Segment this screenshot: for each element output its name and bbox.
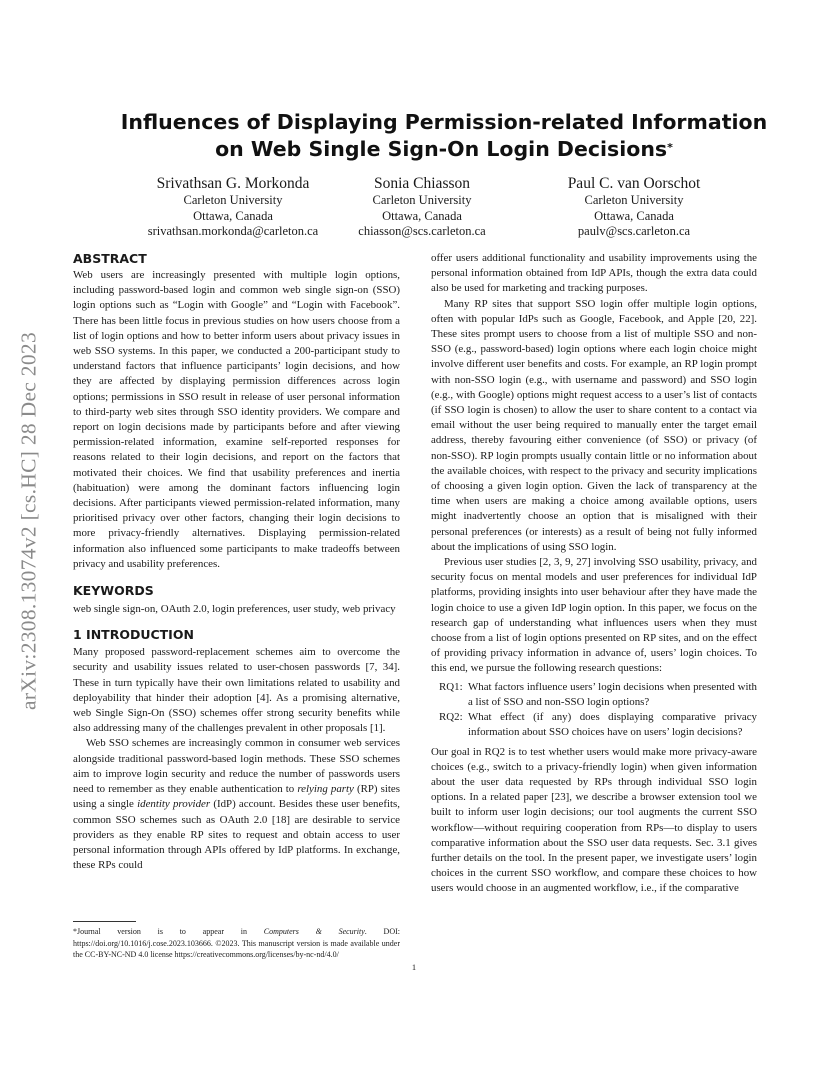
footnote-journal-name: Computers & Security: [263, 927, 365, 936]
footnote-rule: [73, 921, 136, 922]
right-paragraph-2: Previous user studies [2, 3, 9, 27] involving SSO usability, privacy, and security focus on mental models and user preferences for individual IdP platforms, providing insights into user behaviour after they have made the login choice to use a given IdP login option. In this paper, we focus on the research gap of understanding what influences users when they must choose from a list of login options presented on RP sites, and on the effect of providing privacy information in advance of, users’ login choices. To this end, we pursue the following research questions:: [431, 556, 757, 675]
rq2-label: RQ2:: [439, 711, 463, 724]
identity-provider-term: identity provider: [137, 798, 211, 811]
research-question-1: [431, 680, 757, 710]
author-email: paulv@scs.carleton.ca: [577, 224, 691, 238]
intro-p2-part-a: Web SSO schemes are increasingly common in consumer web services alongside traditional password-based login methods. These SSO schemes aim to improve login security and reduce the number of passwords users need to remember as they enable authentication to: [73, 737, 400, 796]
intro-p2-part-b: (RP) sites using a single: [73, 783, 401, 811]
intro-p2-part-c: (IdP) account. Besides these user benefits, common SSO schemes such as OAuth 2.0 [18] are desirable to service providers as they enable RP sites to request and obtain access to user personal information through APIs offered by IdP platforms. In exchange, these RPs could: [73, 798, 400, 872]
author-location: Ottawa, Canada: [382, 208, 462, 223]
author-name: Paul C. van Oorschot: [567, 175, 701, 192]
arxiv-identifier: [14, 286, 44, 756]
author-location: Ottawa, Canada: [193, 208, 273, 223]
research-question-2: [431, 710, 757, 740]
arxiv-identifier-text: arXiv:2308.13074v2 [cs.HC] 28 Dec 2023: [16, 331, 41, 711]
title-line-2-text: on Web Single Sign-On Login Decisions: [215, 137, 668, 161]
author-2: [302, 174, 542, 240]
keywords-heading: KEYWORDS: [73, 583, 154, 599]
author-affiliation: Carleton University: [372, 193, 472, 207]
right-paragraph-0: offer users additional functionality and usability improvements using the personal information obtained from IdP APIs, though the extra data could also be used for marketing and tracking purposes.: [431, 252, 757, 295]
rq1-text: What factors influence users’ login decisions when presented with a list of SSO and non-SSO login options?: [468, 680, 757, 708]
author-name: Srivathsan G. Morkonda: [156, 175, 310, 192]
page-number: 1: [411, 962, 417, 972]
author-email: chiasson@scs.carleton.ca: [358, 224, 486, 238]
rq1-label: RQ1:: [439, 680, 463, 693]
intro-paragraph-2: [73, 736, 400, 873]
author-affiliation: Carleton University: [183, 193, 283, 207]
rq2-text: What effect (if any) does displaying comparative privacy information about SSO choices have on users’ login decisions?: [468, 711, 757, 739]
abstract-text: Web users are increasingly presented with multiple login options, including password-based login and common web single sign-on (SSO) login options such as “Login with Google” and “Login with Facebook”. There has been little focus in previous studies on how users choose from a list of login options and how to better inform users about privacy issues in web SSO systems. In this paper, we conducted a 200-participant study to understand factors that influence participants’ login decisions, and how they are affected by displaying permission differences across login options; permissions in SSO result in release of user personal information to third-party web sites through SSO identity providers. We compare and report on login decisions made by participants before and after viewing permission-related information, examine self-reported responses for reasons related to their login decisions, and report on the factors that motivated their choices. We find that usability preferences and inertia (habituation) were among the dominant factors influencing login decisions. After participants viewed permission-related information, many prioritised privacy over other factors, changing their login decisions to more privacy-friendly alternatives. Displaying permission-related information also influenced some participants to make tradeoffs between privacy and usability preferences.: [73, 269, 400, 570]
title-line-2: [60, 136, 828, 163]
abstract-heading: ABSTRACT: [73, 251, 147, 266]
footnote: [73, 926, 400, 961]
left-column: [73, 251, 400, 873]
keywords-text: web single sign-on, OAuth 2.0, login preferences, user study, web privacy: [73, 603, 396, 616]
author-location: Ottawa, Canada: [594, 208, 674, 223]
author-affiliation: Carleton University: [584, 193, 684, 207]
right-paragraph-1: Many RP sites that support SSO login offer multiple login options, often with popular IdPs such as Google, Facebook, and Apple [20, 22]. These sites prompt users to choose from a list of multiple SSO and non-SSO (e.g., password-based) login options where each login choice might involve different user benefits and costs. For example, an RP login prompt with non-SSO login (e.g., with username and password) and SSO login (e.g., with Google) options might request access to a user’s list of contacts (if SSO login is chosen) to allow the user to share content to a contact via email without the user being required to manually enter the target email address, thereby favouring either convenience (of SSO) or privacy (of non-SSO). RP login prompts usually contain little or no information about the available choices, with respect to the privacy and security implications of choosing a given login option. Given the lack of transparency at the time when users are making a choice among available options, users might inadvertently choose an option that is misaligned with their personal preferences (or interests) as a result of being not fully informed about the implications of using SSO login.: [431, 297, 757, 553]
author-name: Sonia Chiasson: [373, 175, 471, 192]
right-paragraph-3: Our goal in RQ2 is to test whether users would make more privacy-aware choices (e.g., switch to a privacy-friendly login) when given information about the user data requested by RPs through individual SSO login options. In a related paper [23], we describe a browser extension tool we built to inform user login decisions; our tool augments the current SSO workflow—without requiring cooperation from RPs—to display to users comparative information about the SSO user data requests. Sec. 3.1 gives further details on the tool. In the present paper, we investigate users’ login choices in the current SSO workflow, and compare these choices to how users would choose in an augmented workflow, i.e., if the comparative: [431, 745, 757, 895]
introduction-heading: 1 INTRODUCTION: [73, 627, 194, 643]
footnote-part-b: . DOI: https://doi.org/10.1016/j.cose.2023.103666. ©2023. This manuscript version is made available under the CC-BY-NC-ND 4.0 license https://creativecommons.org/licenses/by-nc-nd/4.0/: [73, 927, 400, 959]
paper-title: [60, 109, 828, 163]
relying-party-term: relying party: [297, 783, 354, 796]
intro-paragraph-1: Many proposed password-replacement schemes aim to overcome the security and usability issues related to user-chosen passwords [7, 34]. These in turn typically have their own limitations related to usability and deployability that hinder their adoption [4]. As a promising alternative, web Single Sign-On (SSO) schemes offer strong security benefits while also addressing many of the challenges prevalent in other proposals [1].: [73, 646, 400, 735]
right-column: [431, 251, 757, 897]
title-line-1: Influences of Displaying Permission-related Information: [120, 110, 768, 134]
author-3: [514, 174, 754, 240]
author-email: srivathsan.morkonda@carleton.ca: [147, 224, 319, 238]
title-footnote-mark: *: [667, 141, 673, 154]
footnote-part-a: *Journal version is to appear in: [73, 927, 264, 936]
